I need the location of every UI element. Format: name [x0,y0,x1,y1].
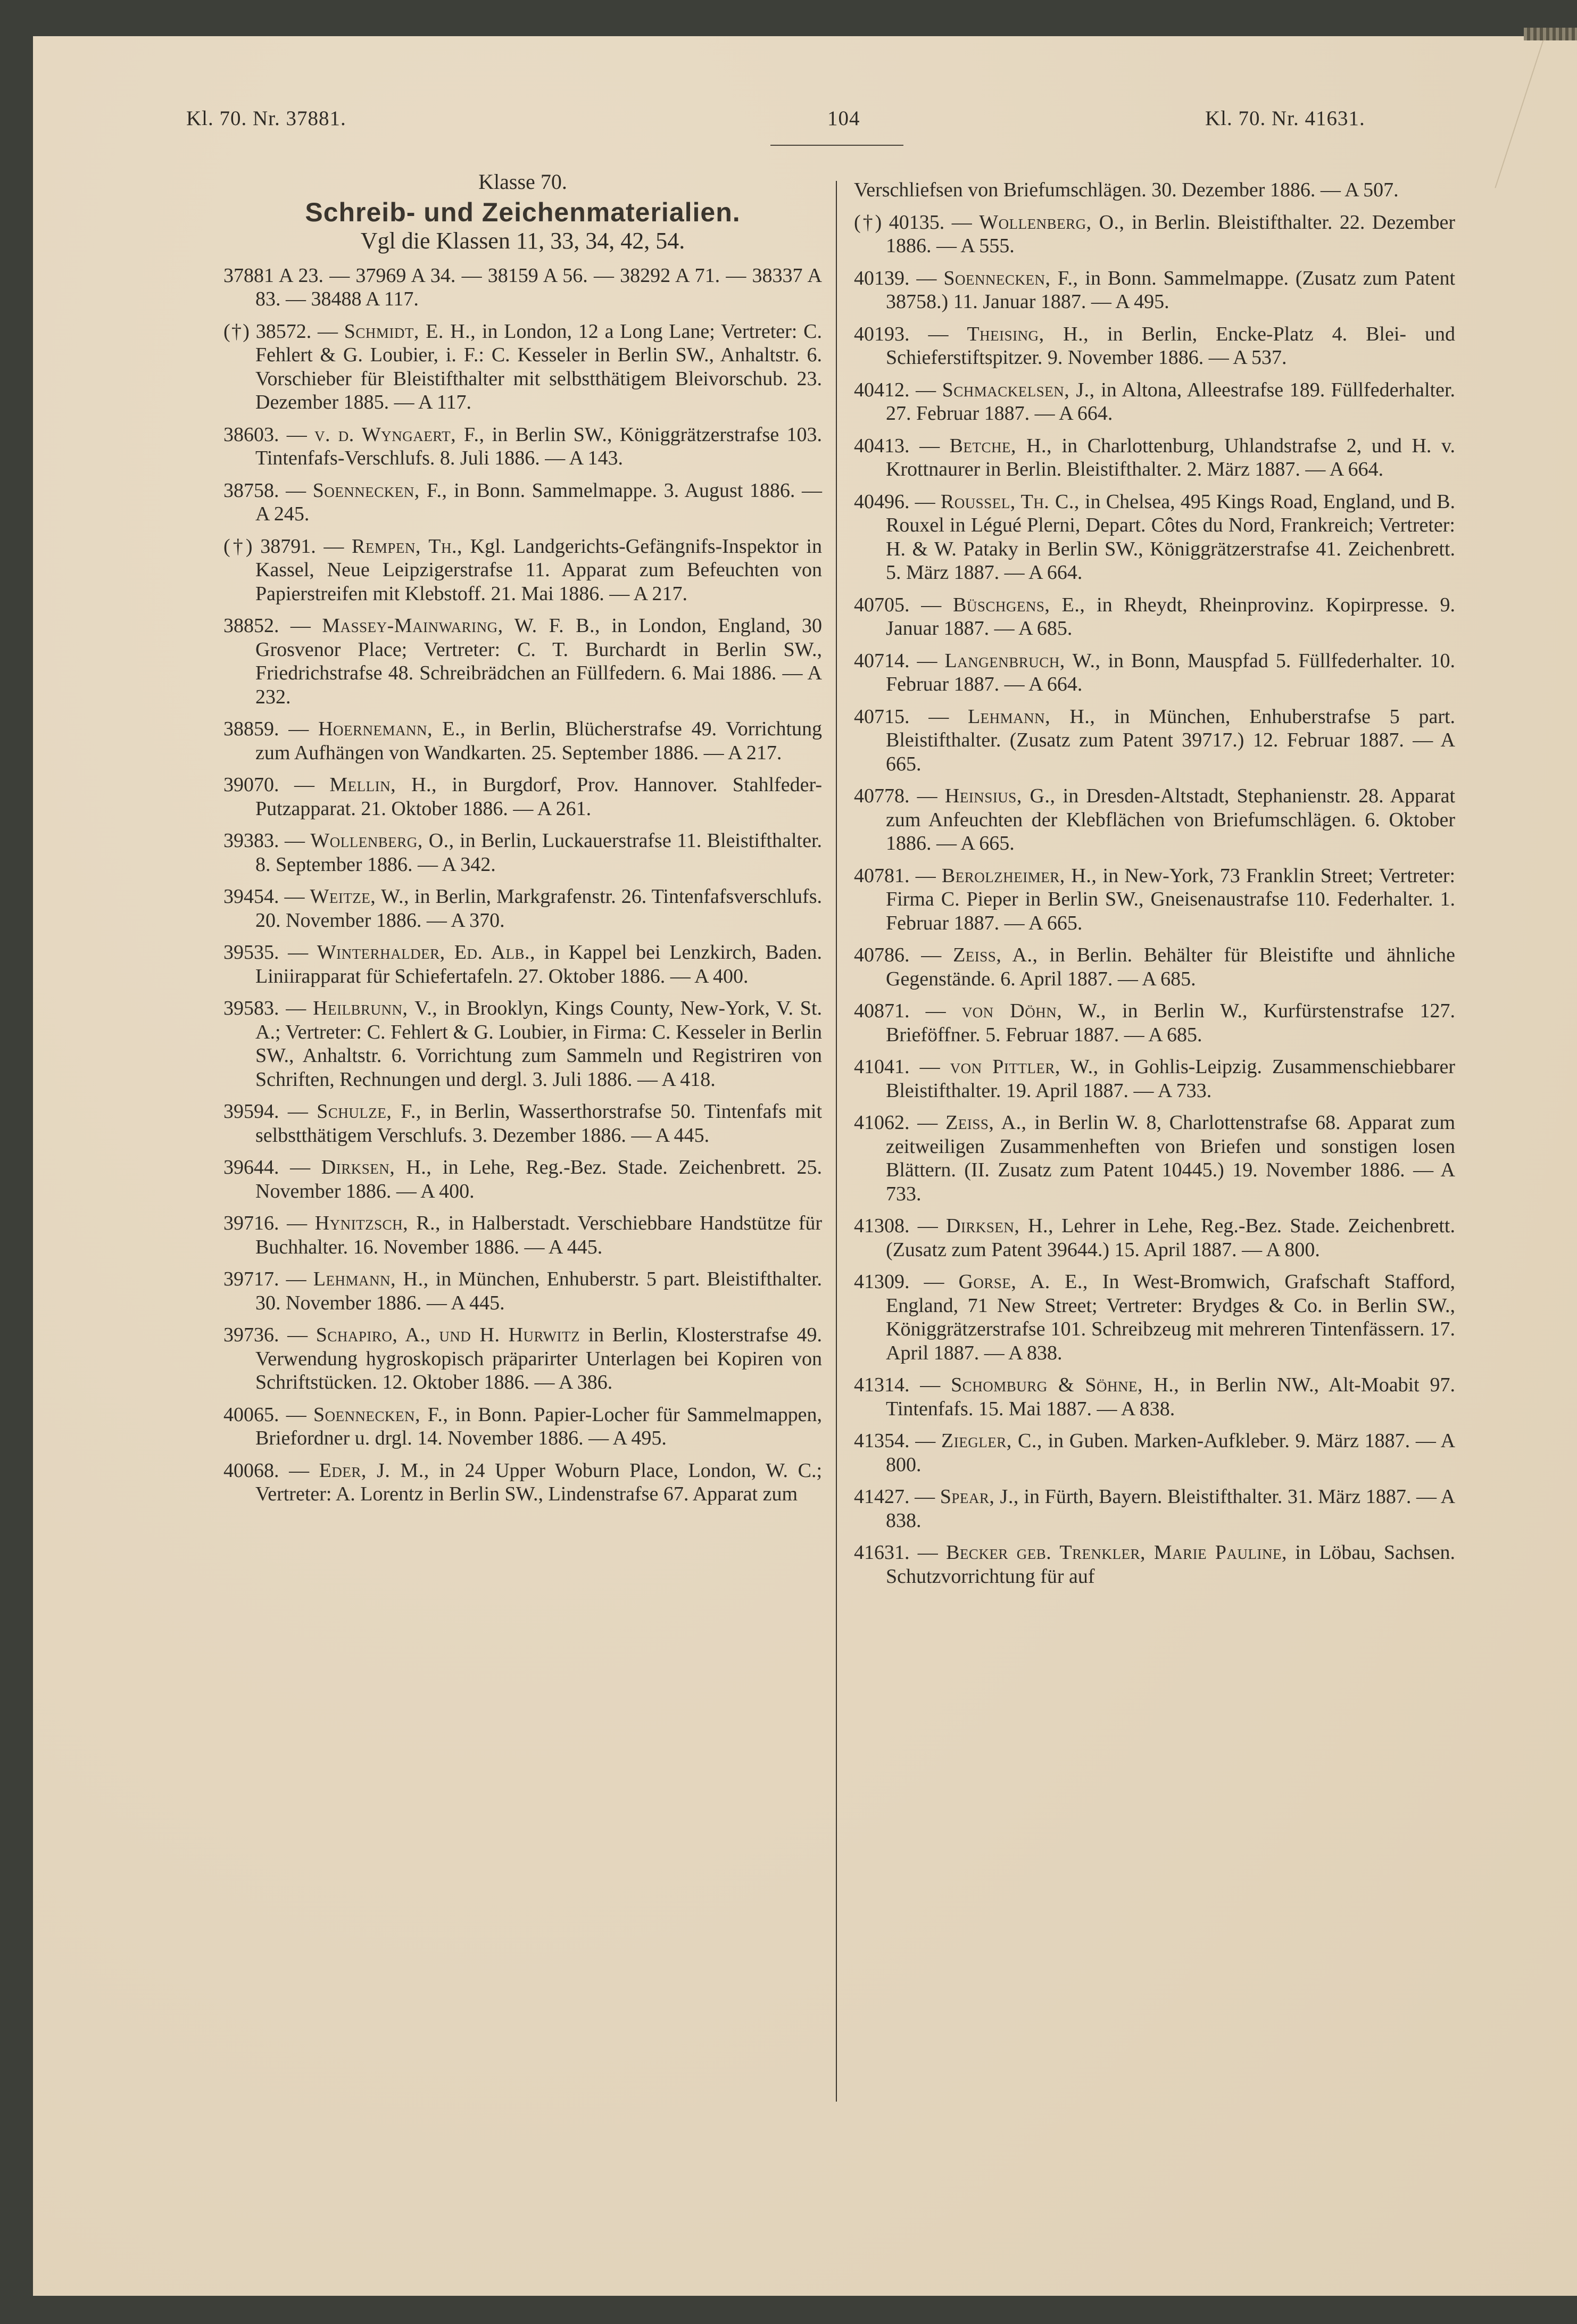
patent-number: 40778. — [854,785,937,807]
patentee-name: Heilbrunn, V., [313,997,438,1019]
patent-number: 39583. — [223,997,306,1019]
patent-number: 40705. — [854,593,942,616]
right-entry-list [854,211,1455,1589]
running-header-right: Kl. 70. Nr. 41631. [1205,107,1365,130]
patentee-name: Schapiro, A., und H. Hurwitz [316,1324,580,1346]
patentee-name: v. d. Wyngaert, F., [314,423,485,446]
continued-entry: Verschliefsen von Briefumschlägen. 30. Dezember 1886. — A 507. [854,179,1399,201]
patent-number: 40413. — [854,434,940,457]
patentee-name: Büschgens, E., [953,593,1085,616]
running-header-left: Kl. 70. Nr. 37881. [186,107,346,130]
patent-description: in Berlin NW., Alt-Moabit 97. Tintenfafs. 15. Mai 1887. — A 838. [886,1374,1455,1420]
patent-number: 41354. — [854,1430,936,1452]
patentee-name: Soennecken, F., [943,267,1078,289]
patent-number: 40065. — [223,1403,306,1426]
patentee-name: Gorse, A. E., [958,1271,1088,1293]
section-reference: Vgl die Klassen 11, 33, 34, 42, 54. [360,228,685,254]
patentee-name: Roussel, Th. C., [940,490,1080,513]
patentee-name: Schmackelsen, J., [942,378,1095,401]
patentee-name: Becker geb. Trenkler, Marie Pauline, [946,1541,1287,1564]
patent-entry [854,1270,1455,1365]
patent-number: 39070. — [223,774,314,796]
patent-description: in Berlin, Encke-Platz 4. Blei- und Schieferstiftspitzer. 9. November 1886. — A 537. [886,322,1456,369]
patent-description: in Bonn. Sammelmappe. 3. August 1886. — A 245. [255,479,823,525]
patent-description: in Berlin W. 8, Charlottenstrafse 68. Apparat zum zeitweiligen Zusammenheften von Briefen und sonstigen losen Blättern. (II. Zusatz zum Patent 10445.) 19. November 1886. — A 733. [886,1111,1456,1205]
patentee-name: Eder, J. M., [319,1459,429,1482]
patentee-name: Zeiss, A., [945,1111,1027,1134]
patent-entry [854,1373,1455,1421]
patent-number: 40781. — [854,864,936,887]
patent-description: in Berlin, Blücherstrafse 49. Vorrichtung zum Aufhängen von Wandkarten. 25. September 1886. — A 217. [255,718,823,764]
patent-number: (†) 40135. — [854,211,972,234]
patentee-name: Wollenberg, O., [310,829,454,852]
patent-number: 39644. — [223,1156,311,1178]
patent-entry [223,479,822,526]
patent-entry [223,829,822,876]
patent-entry [223,1267,822,1315]
patentee-name: Winterhalder, Ed. Alb., [317,941,535,964]
book-binding [1524,28,1577,40]
patent-entry [854,490,1455,585]
patentee-name: Spear, J., [940,1485,1019,1508]
patentee-name: Hynitzsch, R., [314,1212,441,1234]
patent-description: in Berlin. Bleistifthalter. 22. Dezember 1886. — A 555. [886,211,1456,257]
patent-entry [854,378,1455,426]
patent-entry [854,1111,1455,1206]
patent-description: in London, 12 a Long Lane; Vertreter: C. Fehlert & G. Loubier, i. F.: C. Kesseler in Berlin SW., Anhaltstr. 6. Vorschieber für Bleistifthalter mit selbstthätigem Bleivorschub. 23. Dezember 1885. — A 117. [255,320,822,413]
patent-description: in Löbau, Sachsen. Schutzvorrichtung für auf [886,1541,1456,1588]
patent-entry [223,1403,822,1450]
patent-entry [854,211,1455,258]
patent-description: in Rheydt, Rheinprovinz. Kopirpresse. 9. Januar 1887. — A 685. [886,593,1456,640]
patent-description: in Fürth, Bayern. Bleistifthalter. 31. März 1887. — A 838. [886,1485,1456,1532]
paper-crease [1495,36,1545,188]
patent-entry [854,705,1455,776]
patent-number: 40139. — [854,267,937,289]
patent-description: in Berlin, Luckauerstrafse 11. Bleistifthalter. 8. September 1886. — A 342. [255,829,823,876]
patentee-name: Weitze, W., [310,885,409,908]
column-divider [836,181,837,2102]
patent-number: 41427. — [854,1485,935,1508]
patent-number: 41041. — [854,1056,940,1078]
patent-description: in Guben. Marken-Aufkleber. 9. März 1887. — A 800. [886,1430,1456,1476]
patentee-name: Zeiss, A., [953,944,1038,966]
patentee-name: Ziegler, C., [941,1430,1042,1452]
patent-number: 39716. — [223,1212,308,1234]
patent-number: 41314. — [854,1374,941,1396]
patent-entry [223,1211,822,1259]
patent-number: 40412. — [854,378,936,401]
patent-number: (†) 38791. — [223,535,344,558]
patent-number: 38603. — [223,423,307,446]
patent-entry [854,1214,1455,1261]
patent-number: 41309. — [854,1271,944,1293]
patent-description: in London, England, 30 Grosvenor Place; Vertreter: C. T. Burchardt in Berlin SW., Friedrichstrafse 48. Schreibrädchen an Füllfedern. 6. Mai 1886. — A 232. [255,615,823,708]
patent-entry [854,1055,1455,1102]
patentee-name: Mellin, H., [329,774,437,796]
patent-description: Kgl. Landgerichts-Gefängnifs-Inspektor in Kassel, Neue Leipzigerstrafse 11. Apparat zum Befeuchten von Papierstreifen mit Klebstoff. 21. Mai 1886. — A 217. [255,535,822,605]
page-number: 104 [827,107,860,130]
patent-entry [854,434,1455,482]
patentee-name: Soennecken, F., [312,479,447,502]
patent-number: 40714. — [854,649,937,672]
patent-entry [223,423,822,470]
patent-description: in Brooklyn, Kings County, New-York, V. St. A.; Vertreter: C. Fehlert & G. Loubier, in Firma: C. Kesseler in Berlin SW., Anhaltstr. 6. Vorrichtung zum Sammeln und Registriren von Schriften, Rechnungen und dergl. 3. Juli 1886. — A 418. [255,997,822,1091]
patent-entry [223,1100,822,1147]
patentee-name: Berolzheimer, H., [941,864,1097,887]
patentee-name: Schulze, F., [317,1100,421,1123]
patent-entry [223,941,822,988]
patent-entry [854,1541,1455,1588]
patent-number: 39535. — [223,941,309,964]
patent-description: in Burgdorf, Prov. Hannover. Stahlfeder-Putzapparat. 21. Oktober 1886. — A 261. [255,774,822,820]
patentee-name: Dirksen, H., [945,1215,1054,1237]
patent-description: in Berlin, Markgrafenstr. 26. Tintenfafsverschlufs. 20. November 1886. — A 370. [255,885,822,932]
patent-description: in Bonn. Sammelmappe. (Zusatz zum Patent 38758.) 11. Januar 1887. — A 495. [886,267,1456,313]
patentee-name: Betche, H., [949,434,1052,457]
patent-entry [854,999,1455,1047]
patent-entry [223,885,822,932]
patent-number: 41062. — [854,1111,938,1134]
patent-description: in Chelsea, 495 Kings Road, England, und B. Rouxel in Légué Plerni, Depart. Côtes du Nord, Frankreich; Vertreter: H. & W. Pataky in Berlin SW., Königgrätzerstrafse 41. Zeichenbrett. 5. März 1887. — A 664. [886,490,1456,584]
patentee-name: Wollenberg, O., [979,211,1125,234]
left-entry-list [223,320,822,1506]
patentee-name: Dirksen, H., [321,1156,432,1178]
patent-entry [854,267,1455,314]
patentee-name: von Döhn, W., [961,1000,1106,1022]
patent-description: in Berlin. Behälter für Bleistifte und ähnliche Gegenstände. 6. April 1887. — A 685. [886,944,1456,990]
patent-entry [854,322,1455,370]
patent-description: in Bonn. Papier-Locher für Sammelmappen, Briefordner u. drgl. 14. November 1886. — A 495. [255,1403,823,1449]
patentee-name: Massey-Mainwaring, W. F. B., [322,615,600,637]
patent-entry [223,535,822,606]
patent-description: in München, Enhuberstr. 5 part. Bleistifthalter. 30. November 1886. — A 445. [255,1268,823,1314]
patent-entry [854,593,1455,641]
patent-description: In West-Bromwich, Grafschaft Stafford, England, 71 New Street; Vertreter: Brydges & Co. in Berlin SW., Königgrätzerstrafse 101. Schreibzeug mit mehreren Tintenfässern. 17. April 1887. — A 838. [886,1271,1456,1364]
patent-number: 40193. — [854,322,949,345]
patent-entry [223,997,822,1091]
patent-description: in Berlin SW., Königgrätzerstrafse 103. Tintenfafs-Verschlufs. 8. Juli 1886. — A 143. [255,423,822,469]
patent-description: in Charlottenburg, Uhlandstrafse 2, und H. v. Krottnaurer in Berlin. Bleistifthalter. 2. März 1887. — A 664. [886,434,1455,480]
patent-entry [854,649,1455,696]
patent-description: in München, Enhuberstrafse 5 part. Bleistifthalter. (Zusatz zum Patent 39717.) 12. Februar 1887. — A 665. [886,705,1456,775]
patentee-name: Langenbruch, W., [944,649,1101,672]
patent-entry [223,717,822,765]
patent-number: 40715. — [854,705,949,728]
patent-number: 39736. — [223,1324,308,1346]
patent-description: in Kappel bei Lenzkirch, Baden. Liniirapparat für Schiefertafeln. 27. Oktober 1886. — A 400. [255,941,822,987]
right-column [854,178,1455,1597]
patent-entry [223,773,822,820]
patent-number: 40496. — [854,490,935,513]
patent-entry [854,784,1455,856]
patent-number: 38852. — [223,615,311,637]
patent-number: 38859. — [223,718,309,740]
patent-description: in Berlin, Wasserthorstrafse 50. Tintenfafs mit selbstthätigem Verschlufs. 3. Dezember 1886. — A 445. [255,1100,823,1147]
patent-entry [223,614,822,709]
patent-entry [854,943,1455,991]
patent-description: in New-York, 73 Franklin Street; Vertreter: Firma C. Pieper in Berlin SW., Gneisenaustrafse 110. Federhalter. 1. Februar 1887. — A 665. [886,864,1456,934]
patentee-name: Lehmann, H., [967,705,1095,728]
patent-number: 40786. — [854,944,942,966]
patent-description: in 24 Upper Woburn Place, London, W. C.; Vertreter: A. Lorentz in Berlin SW., Lindenstrafse 67. Apparat zum [255,1459,822,1505]
patent-number: 41631. — [854,1541,938,1564]
patent-number: 39383. — [223,829,305,852]
patent-description: in Dresden-Altstadt, Stephanienstr. 28. Apparat zum Anfeuchten der Klebflächen von Briefumschlägen. 6. Oktober 1886. — A 665. [886,785,1456,854]
patentee-name: Hoernemann, E., [318,718,466,740]
patent-description: in Berlin, Klosterstrafse 49. Verwendung hygroskopisch präparirter Unterlagen bei Kopiren von Schriftstücken. 12. Oktober 1886. — A 386. [255,1324,823,1393]
patent-number: 38758. — [223,479,306,502]
patent-entry [223,320,822,414]
klasse-label: Klasse 70. [478,170,567,194]
patent-number: 40871. — [854,1000,946,1022]
left-column [223,170,822,1515]
patent-description: in Altona, Alleestrafse 189. Füllfederhalter. 27. Februar 1887. — A 664. [886,378,1456,425]
patent-entry [223,1323,822,1395]
summary-entry: 37881 A 23. — 37969 A 34. — 38159 A 56. — 38292 A 71. — 38337 A 83. — 38488 A 117. [223,264,822,310]
patent-entry [854,864,1455,935]
patent-number: 41308. — [854,1215,938,1237]
patent-description: in Lehe, Reg.-Bez. Stade. Zeichenbrett. 25. November 1886. — A 400. [255,1156,823,1202]
header-rule [770,145,903,146]
patent-description: in Berlin W., Kurfürstenstrafse 127. Brieföffner. 5. Februar 1887. — A 685. [886,1000,1455,1046]
patent-description: in Bonn, Mauspfad 5. Füllfederhalter. 10. Februar 1887. — A 664. [886,649,1456,695]
patent-number: 39717. — [223,1268,306,1290]
patent-number: 39594. — [223,1100,308,1123]
patentee-name: Theising, H., [967,322,1089,345]
patent-description: Lehrer in Lehe, Reg.-Bez. Stade. Zeichenbrett. (Zusatz zum Patent 39644.) 15. April 1887. — A 800. [886,1215,1455,1261]
patentee-name: Rempen, Th., [351,535,462,558]
patent-entry [854,1485,1455,1532]
patentee-name: Schmidt, E. H., [344,320,476,343]
patent-entry [223,1156,822,1203]
patentee-name: Lehmann, H., [313,1268,429,1290]
patent-entry [223,1459,822,1506]
patent-description: in Gohlis-Leipzig. Zusammenschiebbarer Bleistifthalter. 19. April 1887. — A 733. [886,1056,1456,1102]
patent-number: (†) 38572. — [223,320,338,343]
patentee-name: Soennecken, F., [313,1403,449,1426]
patentee-name: Heinsius, G., [944,785,1056,807]
patentee-name: von Pittler, W., [950,1056,1099,1078]
patent-description: in Halberstadt. Verschiebbare Handstütze für Buchhalter. 16. November 1886. — A 445. [255,1212,823,1258]
patent-number: 39454. — [223,885,305,908]
section-title: Schreib- und Zeichenmaterialien. [305,197,741,227]
patent-entry [854,1429,1455,1476]
patentee-name: Schomburg & Söhne, H., [951,1374,1180,1396]
patent-number: 40068. — [223,1459,310,1482]
